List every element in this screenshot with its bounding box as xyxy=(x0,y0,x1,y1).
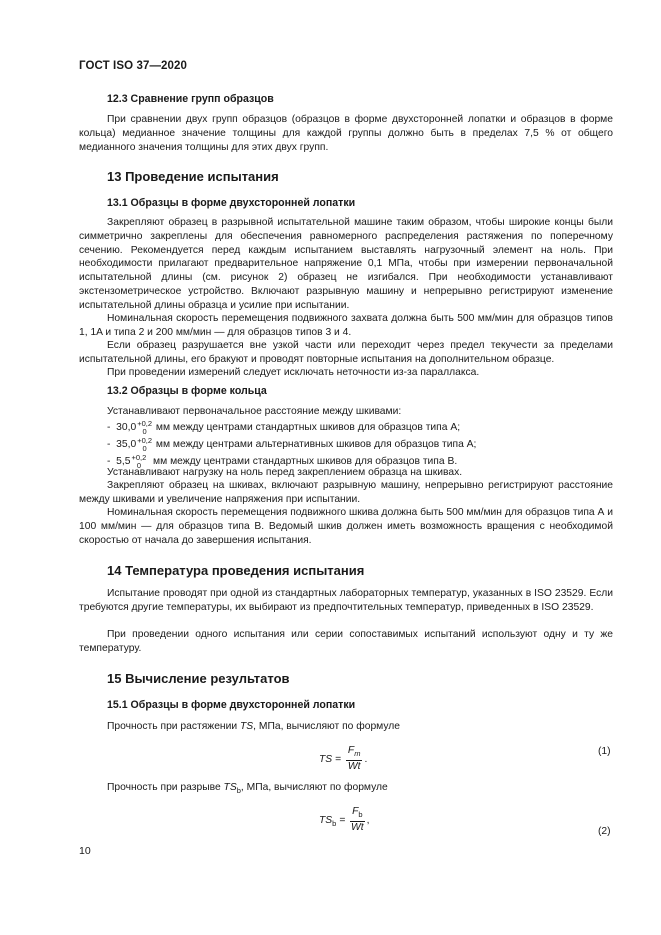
subsection-12-3-title: 12.3 Сравнение групп образцов xyxy=(107,93,274,105)
tensile-strength-intro: Прочность при растяжении TS, МПа, вычисляют по формуле xyxy=(107,721,401,732)
paragraph-14-a: Испытание проводят при одной из стандартных лабораторных температур, указанных в ISO 23529. Если требуются другие температуры, их выбирают из предпочтительных температур, приведенных в ISO 23529. xyxy=(79,588,613,613)
paragraph-13-1-a: Закрепляют образец в разрывной испытательной машине таким образом, чтобы широкие концы были симметрично закреплены для обеспечения равномерного распределения растяжения по поперечному сечению. Рекомендуется перед каждым испытанием выставлять нагрузочный элемент на ноль. При необходимости прилагают предварительное напряжение 0,1 МПа, чтобы при измерении первоначальной испытательной длины (см. рисунок 2) образец не изгибался. При необходимости устанавливают экстензометрическое устройство. Включают разрывную машину и непрерывно регистрируют изменение испытательной длины образца и усилие при испытании. xyxy=(79,217,613,311)
subsection-13-2-title: 13.2 Образцы в форме кольца xyxy=(107,385,267,397)
section-13-title: 13 Проведение испытания xyxy=(107,169,279,184)
list-item: - 5,5 +0,2 0 мм между центрами стандартных шкивов для образцов типа В. xyxy=(107,453,458,470)
paragraph-13-2-b: Закрепляют образец на шкивах, включают разрывную машину, непрерывно регистрируют расстояние между шкивами и увеличение напряжения при испытании. xyxy=(79,480,613,505)
equation-number-2: (2) xyxy=(598,826,611,837)
tolerance: +0,2 0 xyxy=(131,453,147,470)
breaking-strength-intro: Прочность при разрыве $TS_b$, МПа, вычисляют по формуле xyxy=(107,782,388,796)
subsection-13-1-title: 13.1 Образцы в форме двухсторонней лопатки xyxy=(107,197,356,209)
page-number: 10 xyxy=(79,845,91,857)
paragraph-13-2-c: Номинальная скорость перемещения подвижного шкива должна быть 500 мм/мин для образцов типа А и 100 мм/мин — для образцов типа В. Ведомый шкив должен иметь возможность вращения с необходимой скоростью от начала до завершения испытания. xyxy=(79,507,613,546)
tolerance: +0,2 0 xyxy=(137,419,153,436)
formula-1: TS = $\frac{F_m}{Wt}$ . xyxy=(319,745,368,773)
ring-intro-text: Устанавливают первоначальное расстояние между шкивами: xyxy=(107,406,402,417)
paragraph-12-3: При сравнении двух групп образцов (образцов в форме двухсторонней лопатки и образцов в форме кольца) медианное значение толщины для каждой группы должно быть в пределах 7,5 % от общего медианного значения толщины для этих двух групп. xyxy=(79,114,613,153)
list-item: - 35,0 +0,2 0 мм между центрами альтернативных шкивов для образцов типа А; xyxy=(107,436,477,453)
equation-number-1: (1) xyxy=(598,746,611,757)
paragraph-13-1-b: Номинальная скорость перемещения подвижного захвата должна быть 500 мм/мин для образцов типов 1, 1A и типа 2 и 200 мм/мин — для образцов типов 3 и 4. xyxy=(79,313,613,338)
tolerance: +0,2 0 xyxy=(137,436,153,453)
document-header: ГОСТ ISO 37—2020 xyxy=(79,60,188,72)
list-item: - 30,0 +0,2 0 мм между центрами стандартных шкивов для образцов типа А; xyxy=(107,419,461,436)
section-14-title: 14 Температура проведения испытания xyxy=(107,563,365,578)
subsection-15-1-title: 15.1 Образцы в форме двухсторонней лопатки xyxy=(107,699,356,711)
section-15-title: 15 Вычисление результатов xyxy=(107,671,290,686)
paragraph-14-b: При проведении одного испытания или серии сопоставимых испытаний используют одну и ту же температуру. xyxy=(79,629,613,654)
paragraph-13-1-d: При проведении измерений следует исключать неточности из-за параллакса. xyxy=(107,367,480,378)
formula-2: $TS_b$ = $\frac{F_b}{Wt}$ , xyxy=(319,806,370,834)
paragraph-13-1-c: Если образец разрушается вне узкой части или переходит через предел текучести за пределами испытательной длины, его бракуют и проводят повторные испытания на дополнительном образце. xyxy=(79,340,613,365)
paragraph-13-2-a: Устанавливают нагрузку на ноль перед закреплением образца на шкивах. xyxy=(107,467,463,478)
